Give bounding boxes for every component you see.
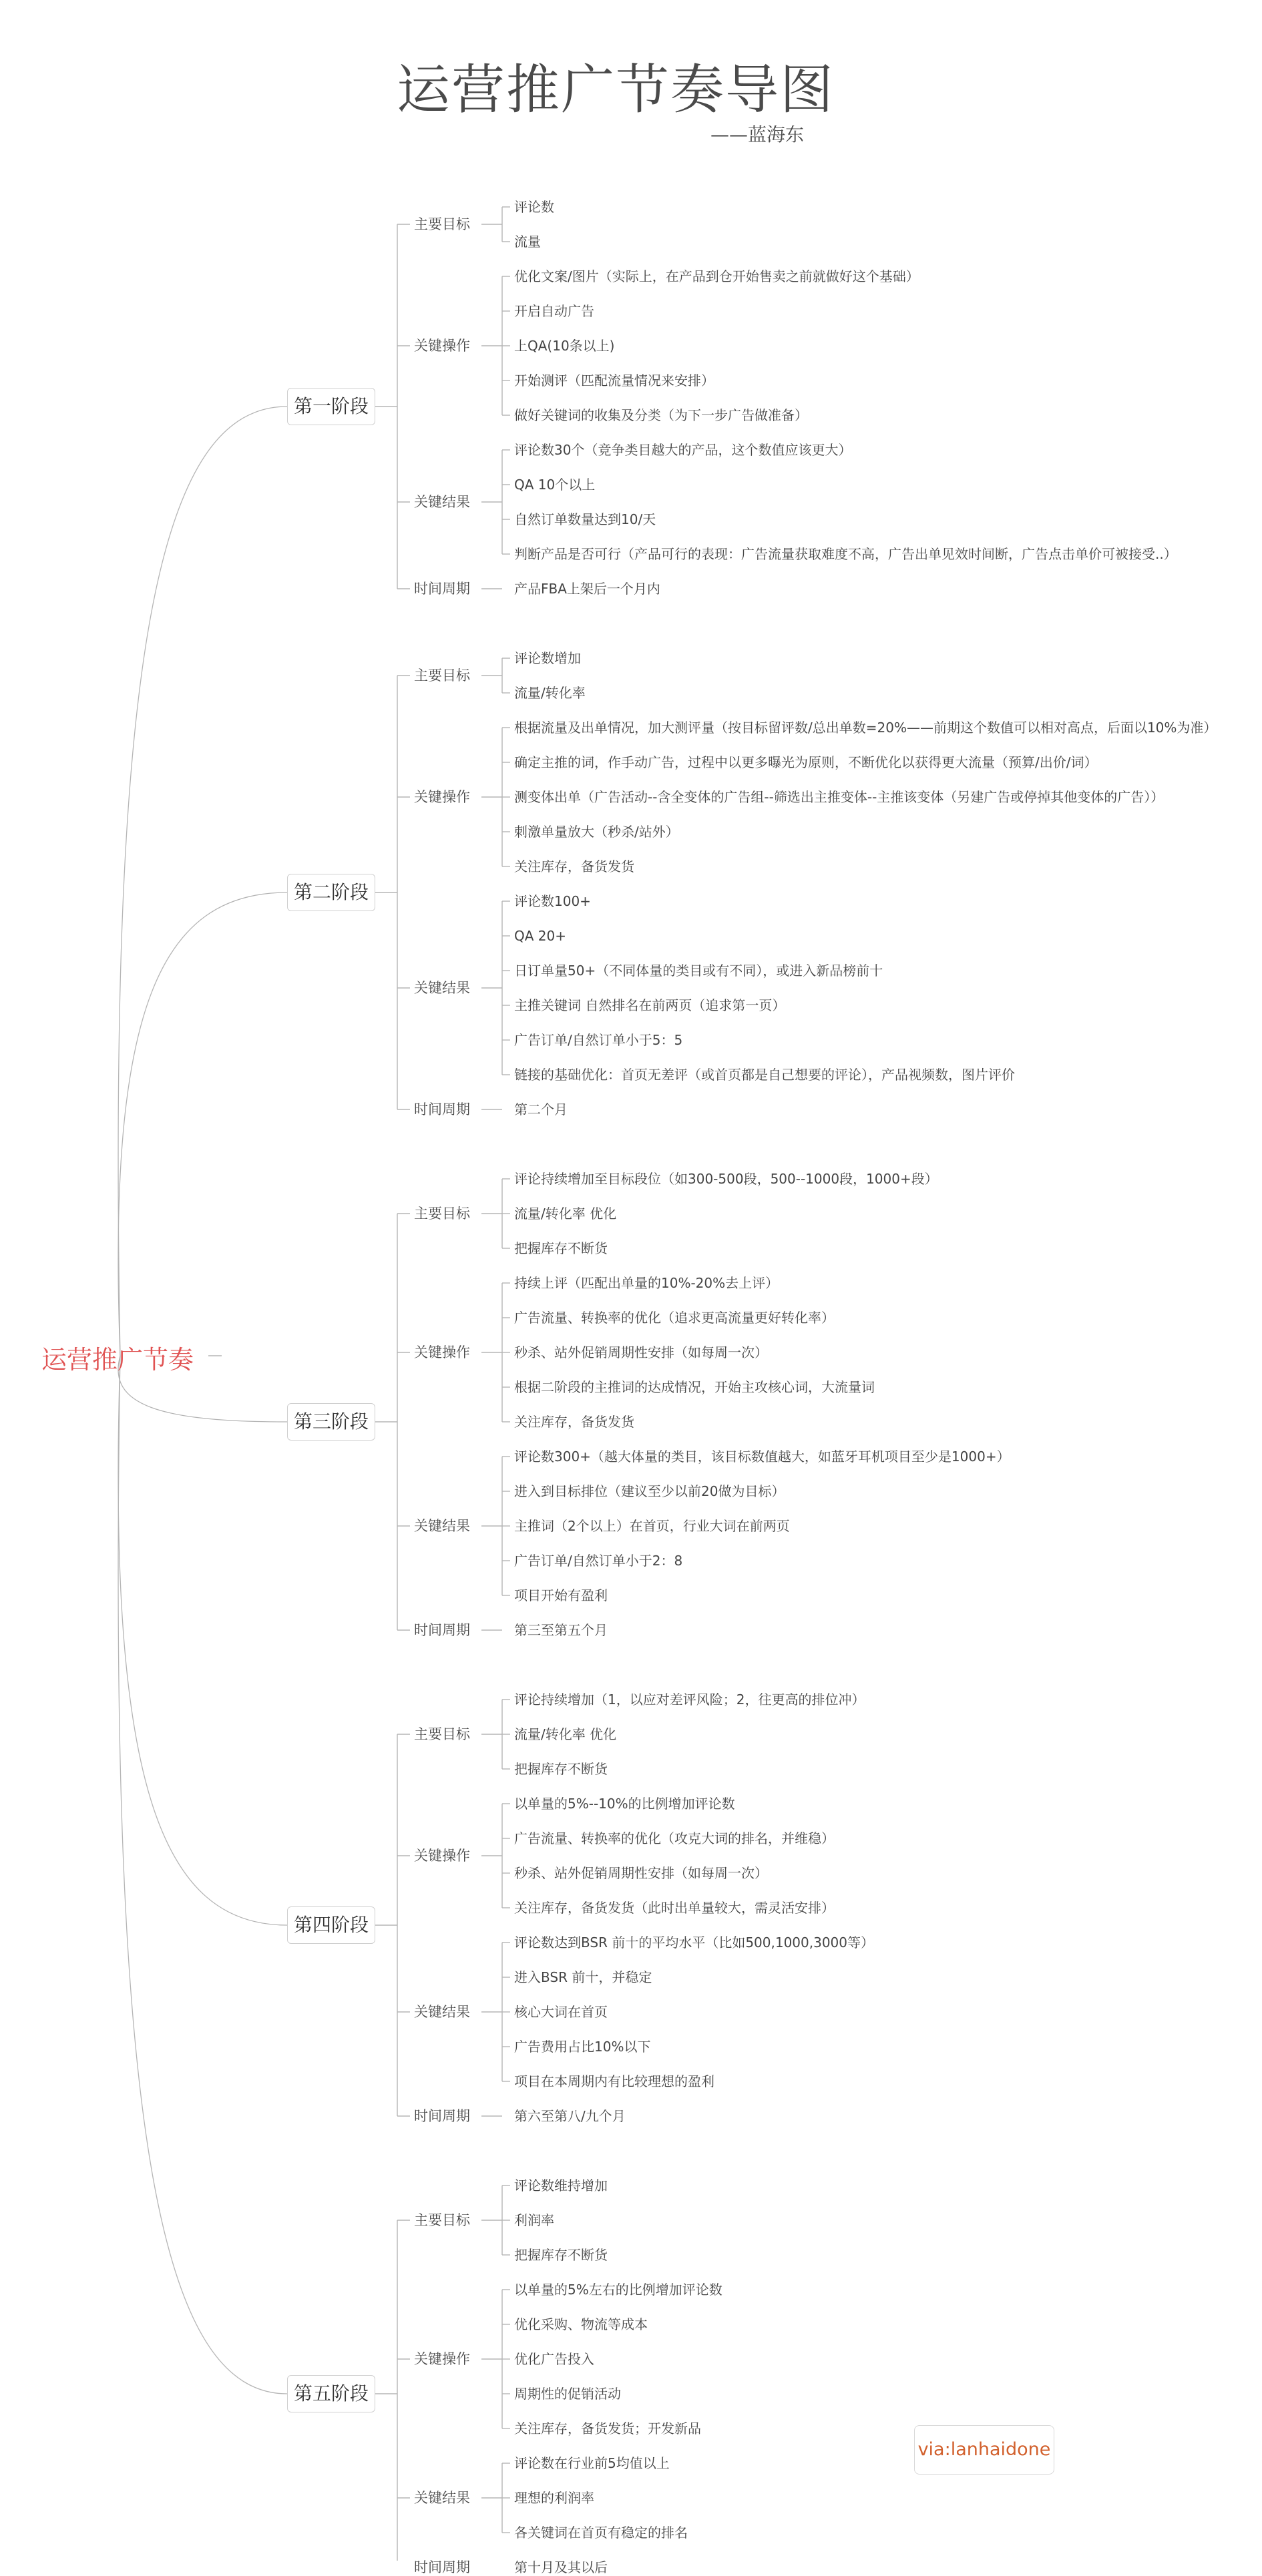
leaf-item: 流量/转化率 优化 — [514, 1206, 617, 1222]
category-label: 关键操作 — [414, 1344, 470, 1360]
leaf-item: 开始测评（匹配流量情况来安排） — [514, 372, 714, 389]
leaf-item: 以单量的5%--10%的比例增加评论数 — [514, 1796, 735, 1812]
leaf-item: 评论数在行业前5均值以上 — [514, 2455, 670, 2471]
leaf-item: 理想的利润率 — [514, 2490, 594, 2506]
leaf-item: 广告流量、转换率的优化（追求更高流量更好转化率） — [514, 1310, 835, 1326]
leaf-item: 秒杀、站外促销周期性安排（如每周一次） — [514, 1344, 768, 1360]
leaf-item: 把握库存不断货 — [514, 2247, 608, 2263]
leaf-item: 评论持续增加至目标段位（如300-500段，500--1000段，1000+段） — [514, 1171, 938, 1187]
stage-node: 第一阶段 — [287, 388, 375, 425]
leaf-item: 秒杀、站外促销周期性安排（如每周一次） — [514, 1865, 768, 1881]
leaf-item: 关注库存，备货发货 — [514, 858, 634, 874]
category-label: 时间周期 — [414, 1622, 470, 1638]
leaf-item: 优化广告投入 — [514, 2351, 594, 2367]
stage-node: 第三阶段 — [287, 1403, 375, 1441]
root-node: 运营推广节奏 — [41, 1345, 194, 1374]
category-label: 主要目标 — [414, 1206, 470, 1222]
stage-node: 第四阶段 — [287, 1906, 375, 1944]
leaf-item: 根据流量及出单情况，加大测评量（按目标留评数/总出单数=20%——前期这个数值可以相对高点，后面以10%为准） — [514, 720, 1217, 736]
category-label: 主要目标 — [414, 1726, 470, 1742]
category-label: 主要目标 — [414, 668, 470, 684]
leaf-item: 产品FBA上架后一个月内 — [514, 581, 660, 597]
leaf-item: 评论数达到BSR 前十的平均水平（比如500,1000,3000等） — [514, 1935, 875, 1951]
leaf-item: 开启自动广告 — [514, 303, 594, 319]
category-label: 关键操作 — [414, 338, 470, 354]
leaf-item: 评论数30个（竞争类目越大的产品，这个数值应该更大） — [514, 442, 852, 458]
stage-node: 第二阶段 — [287, 874, 375, 911]
leaf-item: 评论数维持增加 — [514, 2177, 608, 2194]
leaf-item: 核心大词在首页 — [514, 2004, 608, 2020]
category-label: 时间周期 — [414, 2108, 470, 2124]
category-label: 关键操作 — [414, 2351, 470, 2367]
leaf-item: 以单量的5%左右的比例增加评论数 — [514, 2282, 722, 2298]
leaf-item: 链接的基础优化：首页无差评（或首页都是自己想要的评论），产品视频数，图片评价 — [514, 1067, 1015, 1083]
leaf-item: 关注库存，备货发货 — [514, 1414, 634, 1430]
category-label: 关键结果 — [414, 2490, 470, 2506]
leaf-item: 评论持续增加（1，以应对差评风险；2，往更高的排位冲） — [514, 1692, 865, 1708]
leaf-item: 项目开始有盈利 — [514, 1587, 608, 1603]
category-label: 时间周期 — [414, 581, 470, 597]
category-label: 关键结果 — [414, 2004, 470, 2020]
leaf-item: 利润率 — [514, 2212, 554, 2228]
leaf-item: 第三至第五个月 — [514, 1622, 608, 1638]
leaf-item: 流量 — [514, 234, 541, 250]
leaf-item: 关注库存，备货发货（此时出单量较大，需灵活安排） — [514, 1900, 835, 1916]
category-label: 关键结果 — [414, 1518, 470, 1534]
leaf-item: 评论数300+（越大体量的类目，该目标数值越大，如蓝牙耳机项目至少是1000+） — [514, 1449, 1010, 1465]
leaf-item: 判断产品是否可行（产品可行的表现：广告流量获取难度不高，广告出单见效时间断，广告点击单价可被接受..） — [514, 546, 1177, 562]
leaf-item: 进入BSR 前十，并稳定 — [514, 1969, 652, 1985]
leaf-item: 刺激单量放大（秒杀/站外） — [514, 824, 679, 840]
leaf-item: 上QA(10条以上) — [514, 338, 615, 354]
category-label: 时间周期 — [414, 2559, 470, 2575]
leaf-item: 流量/转化率 优化 — [514, 1726, 617, 1742]
leaf-item: 自然订单数量达到10/天 — [514, 511, 656, 527]
category-label: 关键操作 — [414, 1848, 470, 1864]
leaf-item: 把握库存不断货 — [514, 1761, 608, 1777]
leaf-item: 把握库存不断货 — [514, 1240, 608, 1256]
leaf-item: 日订单量50+（不同体量的类目或有不同），或进入新品榜前十 — [514, 963, 883, 979]
author-credit: ——蓝海东 — [710, 123, 805, 146]
category-label: 时间周期 — [414, 1101, 470, 1117]
leaf-item: 广告订单/自然订单小于2：8 — [514, 1553, 683, 1569]
leaf-item: 评论数 — [514, 199, 554, 215]
leaf-item: 广告费用占比10%以下 — [514, 2039, 651, 2055]
leaf-item: QA 10个以上 — [514, 477, 596, 493]
leaf-item: 做好关键词的收集及分类（为下一步广告做准备） — [514, 407, 808, 423]
leaf-item: 优化文案/图片（实际上，在产品到仓开始售卖之前就做好这个基础） — [514, 268, 919, 284]
leaf-item: 评论数增加 — [514, 650, 581, 666]
leaf-item: QA 20+ — [514, 928, 566, 944]
leaf-item: 流量/转化率 — [514, 685, 586, 701]
leaf-item: 优化采购、物流等成本 — [514, 2316, 648, 2332]
leaf-item: 周期性的促销活动 — [514, 2386, 621, 2402]
leaf-item: 主推关键词 自然排名在前两页（追求第一页） — [514, 997, 786, 1013]
leaf-item: 确定主推的词，作手动广告，过程中以更多曝光为原则，不断优化以获得更大流量（预算/出价/词） — [514, 754, 1098, 770]
leaf-item: 评论数100+ — [514, 893, 591, 909]
leaf-item: 各关键词在首页有稳定的排名 — [514, 2525, 688, 2541]
leaf-item: 第二个月 — [514, 1101, 568, 1117]
category-label: 关键操作 — [414, 789, 470, 805]
leaf-item: 广告订单/自然订单小于5：5 — [514, 1032, 683, 1048]
leaf-item: 主推词（2个以上）在首页，行业大词在前两页 — [514, 1518, 790, 1534]
leaf-item: 广告流量、转换率的优化（攻克大词的排名，并维稳） — [514, 1830, 835, 1846]
category-label: 主要目标 — [414, 216, 470, 232]
category-label: 关键结果 — [414, 980, 470, 996]
leaf-item: 第六至第八/九个月 — [514, 2108, 626, 2124]
category-label: 关键结果 — [414, 494, 470, 510]
leaf-item: 项目在本周期内有比较理想的盈利 — [514, 2073, 714, 2089]
leaf-item: 持续上评（匹配出单量的10%-20%去上评） — [514, 1275, 779, 1291]
leaf-item: 进入到目标排位（建议至少以前20做为目标） — [514, 1483, 785, 1499]
category-label: 主要目标 — [414, 2212, 470, 2228]
watermark-stamp: via:lanhaidone — [914, 2425, 1054, 2475]
page-title: 运营推广节奏导图 — [397, 59, 835, 121]
leaf-item: 关注库存，备货发货；开发新品 — [514, 2420, 701, 2436]
leaf-item: 第十月及其以后 — [514, 2559, 608, 2575]
leaf-item: 测变体出单（广告活动--含全变体的广告组--筛选出主推变体--主推该变体（另建广告或停掉其他变体的广告）） — [514, 789, 1165, 805]
leaf-item: 根据二阶段的主推词的达成情况，开始主攻核心词，大流量词 — [514, 1379, 875, 1395]
stage-node: 第五阶段 — [287, 2375, 375, 2412]
